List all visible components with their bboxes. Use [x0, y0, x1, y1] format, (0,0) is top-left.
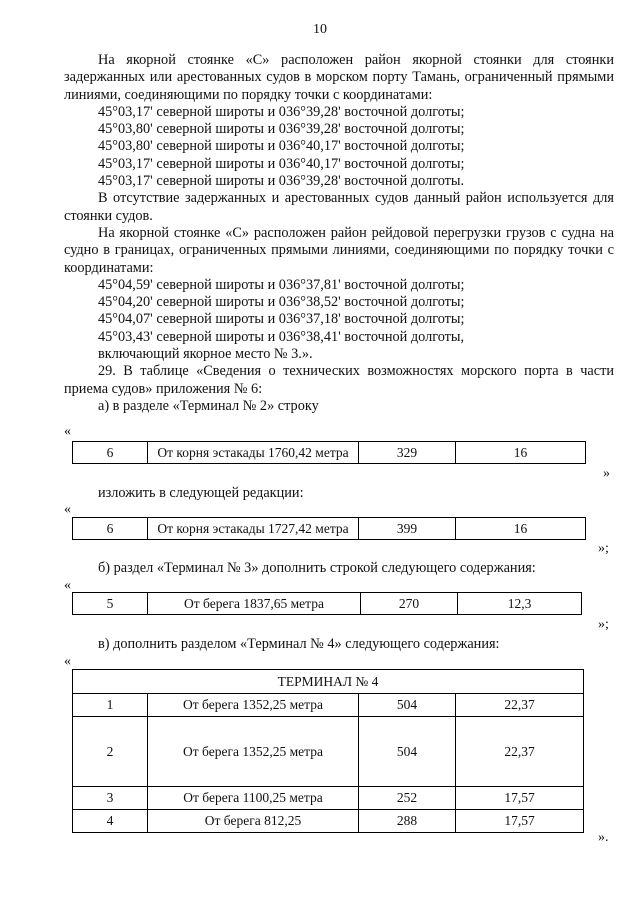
- cell-number: 5: [73, 593, 148, 615]
- terminal4-title: ТЕРМИНАЛ № 4: [73, 670, 584, 694]
- replace-text: изложить в следующей редакции:: [98, 485, 304, 501]
- cell-depth: 22,37: [456, 717, 584, 787]
- table-row: [73, 694, 584, 717]
- table-row: [73, 810, 584, 833]
- coordinate-line: 45°04,59' северной широты и 036°37,81' восточной долготы;: [98, 276, 465, 293]
- cell-depth: 16: [456, 518, 586, 540]
- opening-quote: «: [64, 502, 71, 517]
- table-row: [73, 518, 586, 540]
- cell-location: От берега 1837,65 метра: [148, 593, 361, 615]
- coordinate-line: 45°04,20' северной широты и 036°38,52' восточной долготы;: [98, 294, 465, 311]
- cell-length: 252: [359, 787, 456, 810]
- coordinate-line: 45°03,17' северной широты и 036°39,28' восточной долготы.: [98, 173, 465, 190]
- cell-depth: 17,57: [456, 787, 584, 810]
- cell-location: От берега 812,25: [148, 810, 359, 833]
- table-row-terminal3: [72, 592, 582, 615]
- table-row: [73, 442, 586, 464]
- cell-location: От корня эстакады 1760,42 метра: [148, 442, 359, 464]
- cell-length: 399: [359, 518, 456, 540]
- cell-number: 1: [73, 694, 148, 717]
- coordinate-line: 45°03,17' северной широты и 036°39,28' восточной долготы;: [98, 103, 465, 120]
- item-c-text: в) дополнить разделом «Терминал № 4» следующего содержания:: [98, 636, 500, 652]
- paragraph-absence-note: В отсутствие задержанных и арестованных судов данный район используется для стоянки судов.: [64, 190, 614, 224]
- cell-length: 504: [359, 694, 456, 717]
- cell-number: 3: [73, 787, 148, 810]
- cell-length: 270: [361, 593, 458, 615]
- closing-quote-semicolon: »;: [598, 541, 609, 556]
- cell-depth: 17,57: [456, 810, 584, 833]
- paragraph-transshipment: На якорной стоянке «С» расположен район рейдовой перегрузки грузов с судна на судно в границах, ограниченных прямыми линиями, соединяющими по порядку точки с координатами:: [64, 224, 614, 276]
- coordinate-line: 45°03,80' северной широты и 036°40,17' восточной долготы;: [98, 138, 465, 155]
- cell-length: 504: [359, 717, 456, 787]
- closing-quote-semicolon: »;: [598, 617, 609, 632]
- opening-quote: «: [64, 424, 71, 439]
- terminal4-table: [72, 669, 584, 833]
- cell-depth: 16: [456, 442, 586, 464]
- coordinate-line: 45°04,07' северной широты и 036°37,18' восточной долготы;: [98, 311, 465, 328]
- opening-quote: «: [64, 654, 71, 669]
- cell-location: От берега 1100,25 метра: [148, 787, 359, 810]
- closing-quote: »: [603, 466, 610, 481]
- cell-location: От берега 1352,25 метра: [148, 694, 359, 717]
- paragraph-item-29: 29. В таблице «Сведения о технических возможностях морского порта в части приема судов» приложения № 6:: [64, 363, 614, 397]
- table-row-new: [72, 517, 586, 540]
- cell-number: 6: [73, 442, 148, 464]
- cell-location: От корня эстакады 1727,42 метра: [148, 518, 359, 540]
- cell-number: 2: [73, 717, 148, 787]
- coordinate-line: 45°03,80' северной широты и 036°39,28' восточной долготы;: [98, 121, 465, 138]
- table-row: [73, 717, 584, 787]
- cell-depth: 22,37: [456, 694, 584, 717]
- cell-number: 4: [73, 810, 148, 833]
- cell-depth: 12,3: [458, 593, 582, 615]
- paragraph-anchorage-detention: На якорной стоянке «С» расположен район якорной стоянки для стоянки задержанных или арестованных судов в морском порту Тамань, ограниченный прямыми линиями, соединяющими по порядку точки с координатами:: [64, 52, 614, 103]
- table-row: [73, 593, 582, 615]
- opening-quote: «: [64, 578, 71, 593]
- cell-length: 288: [359, 810, 456, 833]
- table-row-old: [72, 441, 586, 464]
- cell-length: 329: [359, 442, 456, 464]
- table-row: [73, 787, 584, 810]
- coordinate-line: 45°03,43' северной широты и 036°38,41' восточной долготы,: [98, 328, 465, 345]
- main-text: [64, 52, 614, 415]
- table-title-row: [73, 670, 584, 694]
- coordinate-line: 45°03,17' северной широты и 036°40,17' восточной долготы;: [98, 155, 465, 172]
- page-number: 10: [313, 22, 327, 37]
- cell-location: От берега 1352,25 метра: [148, 717, 359, 787]
- coordinate-tail: включающий якорное место № 3.».: [98, 346, 313, 363]
- item-a-text: а) в разделе «Терминал № 2» строку: [98, 397, 319, 414]
- item-b-text: б) раздел «Терминал № 3» дополнить строкой следующего содержания:: [98, 560, 536, 576]
- cell-number: 6: [73, 518, 148, 540]
- closing-quote-dot: ».: [598, 830, 609, 845]
